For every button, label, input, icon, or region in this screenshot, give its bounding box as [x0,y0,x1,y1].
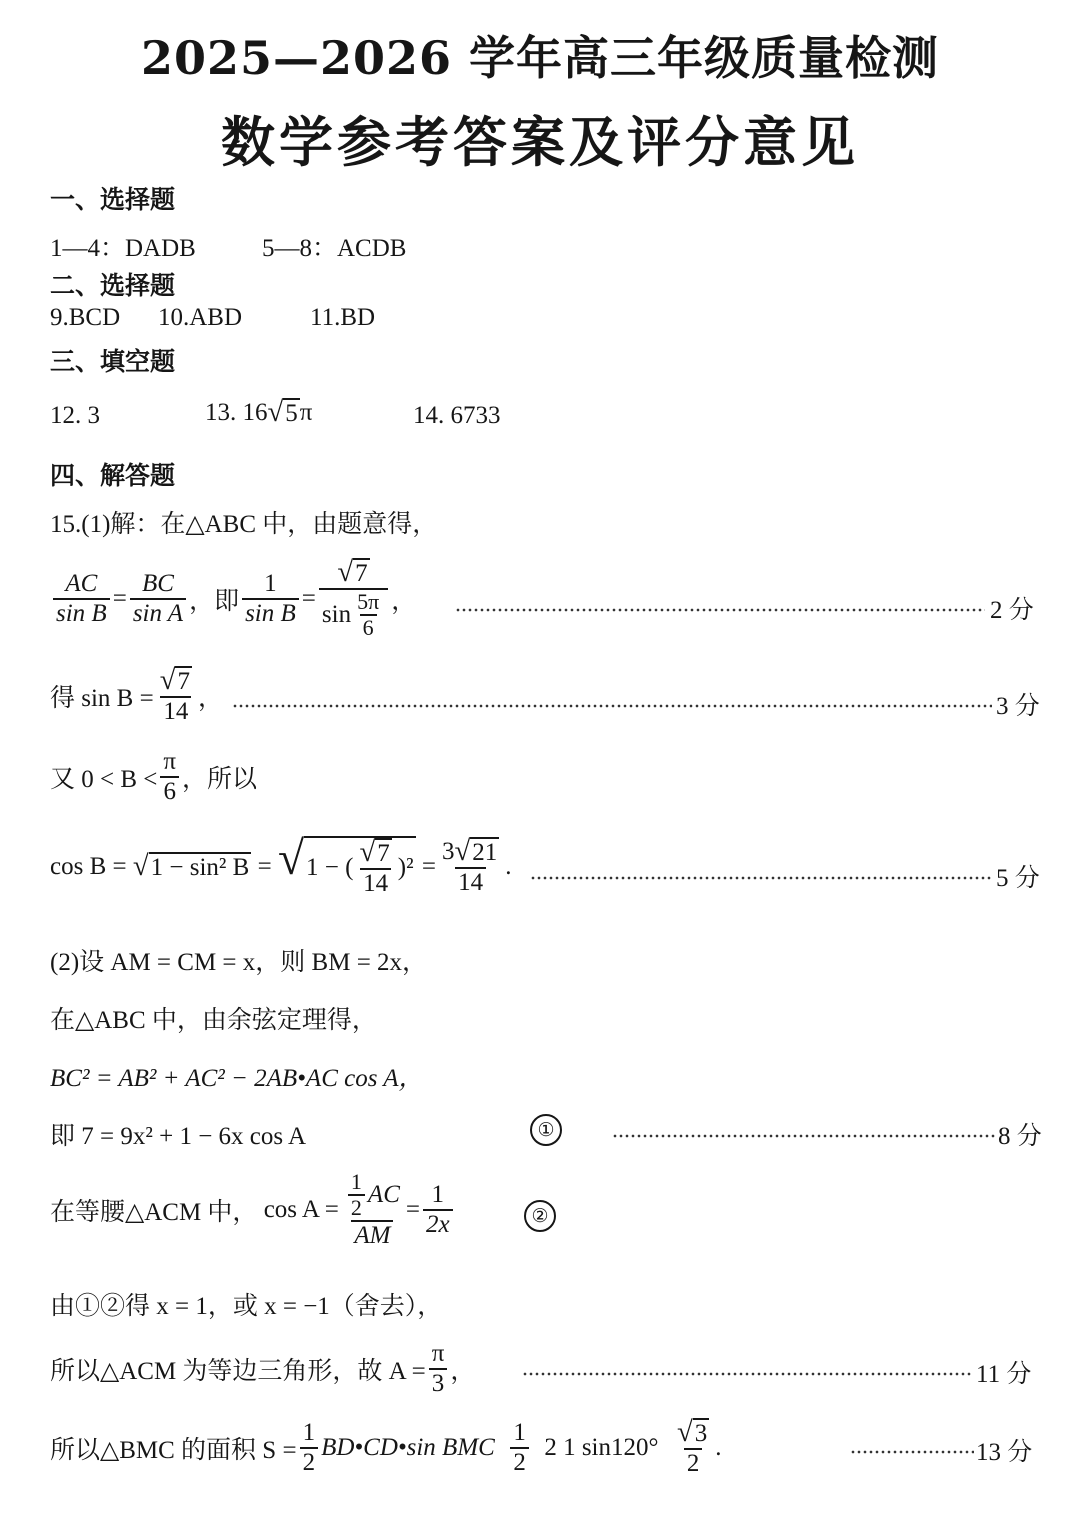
comma-2: ， [197,684,223,712]
comma: ， [391,587,417,615]
page-title: 2025—2026 学年高三年级质量检测 [140,31,940,85]
frac-14-b: 14 [360,868,391,898]
text-sin: sin [321,600,352,628]
circled-2: ② [524,1200,556,1232]
section-heading-2: 二、选择题 [50,271,176,300]
solution-line-5: (2)设 AM = CM = x，则 BM = 2x， [50,949,428,976]
text-am: AM [351,1220,393,1250]
answer-q12: 12. 3 [50,402,100,429]
text-cosa-eq: cos A = [263,1195,339,1223]
section-heading-4: 四、解答题 [50,461,176,490]
score-3: 3 分 [996,693,1040,720]
sqrt-1-sin2b: √ 1 − sin² B [132,849,250,882]
solution-line-11 [50,1340,475,1397]
answer-q13-pi: π [299,399,313,426]
frac-two-d: 2 [510,1447,529,1477]
circled-1: ① [530,1114,562,1146]
answer-q9: 9.BCD [50,304,121,331]
dot-leader-6 [850,1450,974,1454]
answer-q13-label: 13. 16 [205,399,268,426]
frac-14: 14 [160,696,191,726]
section-heading-1: 一、选择题 [50,185,176,214]
equals-2: = [421,852,436,880]
period-2: . [715,1433,722,1461]
dot-leader-2 [232,704,992,708]
sqrt-big: √ 1 − ( √ 7 14 )² [277,833,414,897]
text-equilateral: 所以△ACM 为等边三角形，故 A = [50,1357,426,1385]
page-subtitle: 数学参考答案及评分意见 [221,110,859,174]
radicand-1-sin2b: 1 − sin² B [150,853,250,881]
text-area: 所以△BMC 的面积 S = [50,1436,297,1464]
answer-mc-1-4: 1—4：DADB [50,235,196,262]
coef-3: 3 [441,838,455,865]
comma-3: ， [450,1357,476,1385]
answer-q14: 14. 6733 [413,402,501,429]
text-cosb-eq: cos B = [50,852,127,880]
section-heading-3: 三、填空题 [50,347,176,376]
solution-line-10: 由①②得 x = 1，或 x = −1（舍去）， [50,1293,443,1320]
frac-sinb-2: sin B [242,598,299,628]
frac-one-b: 1 [431,1181,445,1209]
answer-q11: 11.BD [310,304,376,331]
frac-two-c: 2 [300,1447,319,1477]
dot-leader-5 [522,1372,972,1376]
dot-leader-3 [530,876,992,880]
sqrt-5: √ 5 [267,396,298,428]
answer-mc-5-8: 5—8：ACDB [262,235,407,262]
solution-line-2 [50,666,223,725]
frac-3: 3 [429,1368,448,1398]
solution-line-7: BC² = AB² + AC² − 2AB•AC cos A， [50,1065,424,1092]
frac-6-b: 6 [160,776,179,806]
text-ji: ，即 [189,587,240,615]
sqrt-3: √ 3 [677,1416,708,1448]
frac-half-1: 1 [350,1169,362,1194]
text-isosceles: 在等腰△ACM 中， [50,1198,258,1226]
score-13: 13 分 [976,1439,1033,1466]
frac-sinb: sin B [53,598,110,628]
solution-line-8: 即 7 = 9x² + 1 − 6x cos A [50,1123,307,1150]
frac-5pi: 5π [357,588,380,614]
frac-2x: 2x [423,1209,453,1239]
frac-sina: sin A [130,598,186,628]
frac-two-e: 2 [684,1448,703,1478]
solution-intro: 15.(1)解：在△ABC 中，由题意得， [50,511,438,538]
radicand-7-c: 7 [377,840,390,867]
solution-line-6: 在△ABC 中，由余弦定理得， [50,1007,377,1034]
dot-leader-1 [455,608,985,612]
answer-q13-radicand: 5 [285,400,298,427]
score-2: 2 分 [990,597,1034,624]
equals-1: = [257,852,272,880]
frac-6: 6 [360,614,377,640]
sqrt-21: √ 21 [454,835,498,867]
frac-pi-b: π [431,1340,445,1367]
solution-line-1: $\frac{AC}{\text{sin B}}$ = $\frac{BC}{\text{sin A}}$ ，即 $\frac{1}{\text{sin B}}$ = √ 7 sin $\frac{5\pi}{6}$ ， [50,558,416,640]
radicand-3: 3 [694,1420,708,1447]
frac-pi: π [163,748,176,775]
frac-one-d: 1 [513,1419,526,1446]
frac-14-c: 14 [455,867,486,897]
text-bd-cd: BD•CD•sin BMC [321,1433,495,1461]
text-range-b: 又 0 < B < [50,765,158,793]
sqrt-7-b: √ 7 [159,664,190,696]
radicand-7-b: 7 [177,668,190,695]
period: . [505,852,512,880]
radicand-7: 7 [355,560,368,587]
frac-bc: BC [141,570,174,598]
frac-half-2: 2 [348,1194,365,1220]
score-8: 8 分 [998,1123,1042,1150]
frac-ac: AC [65,570,98,598]
answer-q13 [205,398,312,428]
solution-line-12 [50,1418,722,1477]
text-ac: AC [367,1181,400,1209]
solution-line-9 [50,1170,456,1250]
equals-3: = [405,1195,420,1223]
text-values: 2 1 sin120° [544,1433,659,1461]
sqrt-7-c: √ 7 [359,836,390,868]
frac-one-c: 1 [302,1419,316,1446]
sqrt-7: √ 7 [337,556,368,588]
dot-leader-4 [612,1134,996,1138]
text-1-minus: 1 − ( [306,853,354,881]
answer-q10: 10.ABD [158,304,243,331]
solution-line-3 [50,748,257,805]
text-sinb-eq: 得 sin B = [50,684,154,712]
frac-one: 1 [264,570,277,598]
score-5: 5 分 [996,865,1040,892]
score-11: 11 分 [976,1361,1032,1388]
solution-line-4 [50,833,512,897]
text-suoyi: ，所以 [182,765,258,793]
radicand-21: 21 [472,839,498,866]
text-close-sq: )² [397,853,414,881]
